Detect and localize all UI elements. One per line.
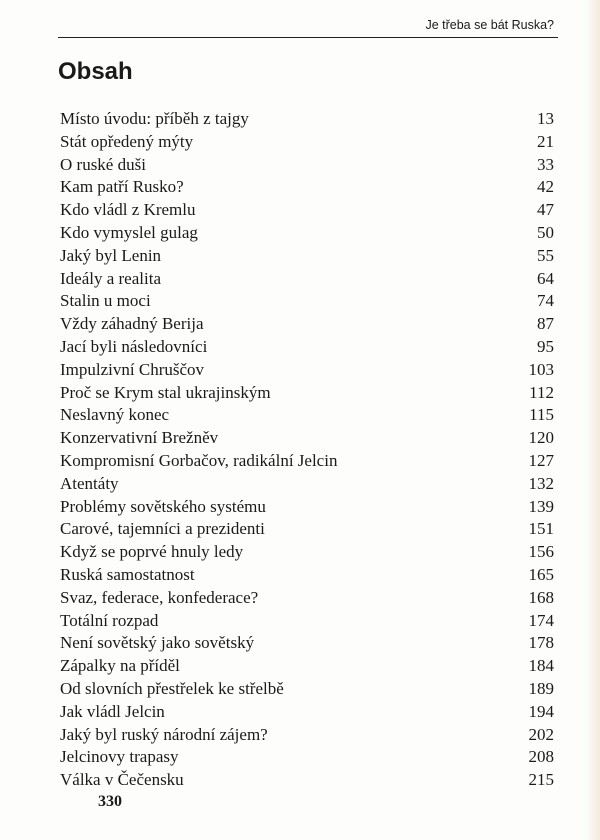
toc-entry — [60, 313, 554, 336]
toc-entry-title: Jaký byl Lenin — [60, 245, 162, 265]
toc-entry — [60, 610, 554, 633]
toc-entry — [60, 541, 554, 564]
toc-entry-title: Jelcinovy trapasy — [60, 747, 179, 767]
toc-entry-title: Konzervativní Brežněv — [60, 428, 219, 448]
toc-entry-page: 208 — [528, 747, 554, 767]
page-number: 330 — [98, 793, 122, 810]
toc-entry-title: Kdo vymyslel gulag — [60, 222, 198, 242]
toc-entry — [60, 108, 554, 131]
toc-entry-page: 55 — [537, 245, 554, 265]
toc-entry-title: Místo úvodu: příběh z tajgy — [60, 109, 249, 128]
toc-entry-title: Neslavný konec — [60, 405, 170, 425]
toc-entry-title: Není sovětský jako sovětský — [60, 633, 255, 653]
toc-entry-page: 13 — [537, 109, 554, 128]
toc-entry — [60, 518, 554, 541]
toc-entry-page: 178 — [528, 633, 554, 653]
toc-entry — [60, 769, 554, 792]
toc-entry-title: Proč se Krym stal ukrajinským — [60, 382, 271, 402]
toc-entry — [60, 154, 554, 177]
toc-entry-page: 103 — [528, 359, 554, 379]
toc-entry-title: Od slovních přestřelek ke střelbě — [60, 678, 284, 698]
toc-entry — [60, 268, 554, 291]
table-of-contents — [60, 108, 554, 792]
toc-entry — [60, 382, 554, 405]
toc-entry — [60, 404, 554, 427]
toc-entry-page: 33 — [537, 154, 554, 174]
toc-entry-title: Vždy záhadný Berija — [60, 314, 204, 334]
toc-entry — [60, 746, 554, 769]
toc-entry-page: 202 — [528, 724, 554, 744]
toc-entry-page: 132 — [528, 473, 554, 493]
toc-entry — [60, 450, 554, 473]
toc-entry-page: 87 — [537, 314, 554, 334]
toc-entry-page: 47 — [537, 200, 554, 220]
toc-entry-page: 120 — [528, 428, 554, 448]
toc-entry-title: O ruské duši — [60, 154, 146, 174]
toc-entry-page: 165 — [528, 564, 554, 584]
toc-entry-page: 21 — [537, 131, 554, 151]
toc-entry-page: 184 — [528, 656, 554, 676]
toc-entry-page: 127 — [528, 450, 554, 470]
toc-entry — [60, 655, 554, 678]
header-rule — [58, 37, 558, 38]
toc-entry-title: Zápalky na příděl — [60, 656, 180, 676]
toc-entry-page: 115 — [529, 405, 554, 425]
toc-entry-title: Jací byli následovníci — [60, 336, 208, 356]
toc-entry — [60, 131, 554, 154]
toc-entry-title: Kdo vládl z Kremlu — [60, 200, 196, 220]
toc-entry-title: Kompromisní Gorbačov, radikální Jelcin — [60, 450, 338, 470]
toc-entry — [60, 724, 554, 747]
toc-entry — [60, 222, 554, 245]
toc-entry-page: 156 — [528, 542, 554, 562]
toc-entry — [60, 290, 554, 313]
toc-entry — [60, 678, 554, 701]
toc-entry-page: 95 — [537, 336, 554, 356]
toc-entry-page: 194 — [528, 701, 554, 721]
toc-entry-title: Stát opředený mýty — [60, 131, 194, 151]
toc-entry — [60, 473, 554, 496]
page-title: Obsah — [58, 58, 133, 85]
toc-entry-page: 50 — [537, 222, 554, 242]
toc-entry — [60, 496, 554, 519]
toc-entry-title: Válka v Čečensku — [60, 770, 184, 790]
toc-entry — [60, 359, 554, 382]
page-edge-shadow — [586, 0, 600, 840]
toc-entry-page: 168 — [528, 587, 554, 607]
toc-entry — [60, 245, 554, 268]
toc-entry-title: Impulzivní Chruščov — [60, 359, 205, 379]
toc-entry — [60, 176, 554, 199]
toc-entry — [60, 587, 554, 610]
toc-entry — [60, 632, 554, 655]
toc-entry-title: Atentáty — [60, 473, 119, 493]
toc-entry-title: Když se poprvé hnuly ledy — [60, 542, 244, 562]
toc-entry-page: 189 — [528, 678, 554, 698]
running-header: Je třeba se bát Ruska? — [425, 18, 554, 32]
toc-entry — [60, 564, 554, 587]
toc-entry-page: 215 — [528, 770, 554, 790]
toc-entry-title: Stalin u moci — [60, 291, 151, 311]
toc-entry-title: Ideály a realita — [60, 268, 161, 288]
toc-entry-title: Problémy sovětského systému — [60, 496, 266, 516]
toc-entry-title: Kam patří Rusko? — [60, 177, 184, 197]
toc-entry-title: Jak vládl Jelcin — [60, 701, 165, 721]
toc-entry-title: Jaký byl ruský národní zájem? — [60, 724, 268, 744]
toc-entry — [60, 336, 554, 359]
toc-entry-title: Totální rozpad — [60, 610, 159, 630]
toc-entry — [60, 199, 554, 222]
toc-entry-page: 42 — [537, 177, 554, 197]
toc-entry-page: 64 — [537, 268, 554, 288]
toc-entry — [60, 701, 554, 724]
toc-entry-page: 139 — [528, 496, 554, 516]
toc-entry-title: Carové, tajemníci a prezidenti — [60, 519, 265, 539]
toc-entry-page: 174 — [528, 610, 554, 630]
toc-entry-title: Ruská samostatnost — [60, 564, 195, 584]
toc-entry-page: 151 — [528, 519, 554, 539]
toc-entry — [60, 427, 554, 450]
toc-entry-page: 112 — [529, 382, 554, 402]
toc-entry-page: 74 — [537, 291, 554, 311]
toc-entry-title: Svaz, federace, konfederace? — [60, 587, 259, 607]
